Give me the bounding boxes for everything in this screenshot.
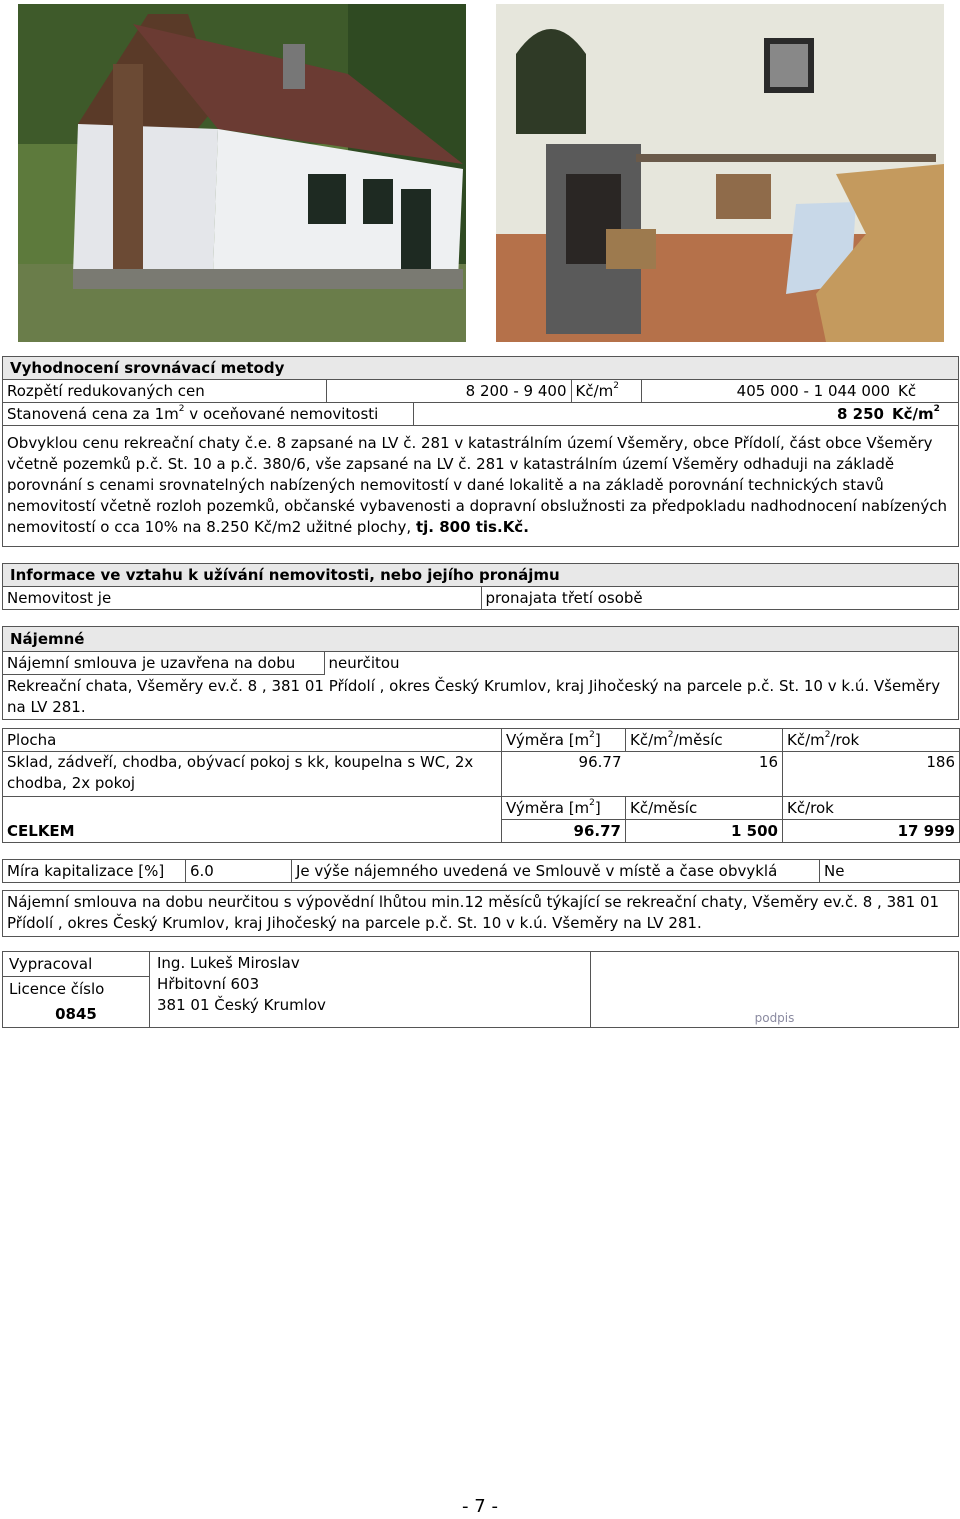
row-year: 186 xyxy=(783,752,960,797)
usage-section xyxy=(2,563,959,610)
valuation-section xyxy=(2,356,959,547)
total-month: 1 500 xyxy=(626,820,783,843)
price-table xyxy=(3,403,958,426)
valuation-paragraph: Obvyklou cenu rekreační chaty č.e. 8 zapsané na LV č. 281 v katastrálním území Všeměry, obce Přídolí, část obce Všeměry včetně pozemků p.č. St. 10 a p.č. 380/6, vše zapsané na LV č. 281 v katastrálním území Všeměry odhaduji na základě porovnání s cenami srovnatelných nabízených nemovitostí v dané lokalitě a na základě porovnání technických stavů nemovitostí včetně rozloh pozemků, občanské vybavenosti a dopravní obslužnosti za předpokladu nadhodnocení nabízených nemovitostí o cca 10% na 8.250 Kč/m2 užitné plochy, tj. 800 tis.Kč. xyxy=(7,434,948,536)
contract-table xyxy=(3,652,958,675)
signer-name: Ing. Lukeš Miroslav xyxy=(157,954,300,972)
sub-month: Kč/měsíc xyxy=(626,797,783,820)
sub-header-blank xyxy=(3,797,502,820)
signature-section xyxy=(2,951,959,1028)
usage-label: Nemovitost je xyxy=(3,587,481,609)
usage-value: pronajata třetí osobě xyxy=(485,589,643,607)
interior-photo xyxy=(496,4,944,342)
range-total: 405 000 - 1 044 000 xyxy=(641,380,894,403)
total-area: 96.77 xyxy=(502,820,626,843)
valuation-heading: Vyhodnocení srovnávací metody xyxy=(3,357,958,380)
contract-label: Nájemní smlouva je uzavřena na dobu xyxy=(3,652,324,675)
house-exterior-photo xyxy=(18,4,466,342)
col-month: $Kč/m^2$/měsíc xyxy=(626,729,783,752)
total-label: CELKEM xyxy=(3,820,502,843)
rent-address: Rekreační chata, Všeměry ev.č. 8 , 381 01 Přídolí , okres Český Krumlov, kraj Jihočeský na parcele p.č. St. 10 v k.ú. Všeměry na LV 281. xyxy=(7,677,941,716)
table-row xyxy=(3,752,960,797)
row-desc: Sklad, zádveří, chodba, obývací pokoj s kk, koupelna s WC, 2x chodba, 2x pokoj xyxy=(3,752,502,797)
cap-label: Míra kapitalizace [%] xyxy=(3,860,186,883)
signer-street: Hřbitovní 603 xyxy=(157,975,260,993)
signature-label: podpis xyxy=(754,1011,795,1025)
range-unit: $Kč/m^2$ xyxy=(571,380,641,403)
signature-box xyxy=(591,952,958,1027)
page-number: - 7 - xyxy=(462,1496,498,1517)
signer-city: 381 01 Český Krumlov xyxy=(157,996,326,1014)
rent-heading: Nájemné xyxy=(3,627,958,652)
cap-table xyxy=(2,859,960,883)
col-year: $Kč/m^2$/rok xyxy=(783,729,960,752)
cap-question: Je výše nájemného uvedená ve Smlouvě v místě a čase obvyklá xyxy=(292,860,820,883)
row-area: 96.77 xyxy=(502,752,626,797)
row-month: 16 xyxy=(626,752,783,797)
sub-year: Kč/rok xyxy=(783,797,960,820)
price-value: 8 250 xyxy=(413,403,888,426)
total-row xyxy=(3,820,960,843)
range-label: Rozpětí redukovaných cen xyxy=(3,380,326,403)
sub-header-row xyxy=(3,797,960,820)
contract-value: neurčitou xyxy=(328,654,400,673)
area-header-row xyxy=(3,729,960,752)
rent-section xyxy=(2,626,959,720)
area-table xyxy=(2,728,960,843)
licence-number: 0845 xyxy=(55,1005,97,1023)
sub-vymera: Výměra $[m^2]$ xyxy=(502,797,626,820)
cap-value: 6.0 xyxy=(186,860,292,883)
col-plocha: Plocha xyxy=(3,729,502,752)
range-per-m2: 8 200 - 9 400 xyxy=(326,380,571,403)
valuation-table xyxy=(3,380,958,403)
signature-address xyxy=(150,952,591,1027)
rent-note: Nájemní smlouva na dobu neurčitou s výpovědní lhůtou min.12 měsíců týkající se rekreační chaty, Všeměry ev.č. 8 , 381 01 Přídolí , okres Český Krumlov, kraj Jihočeský na parcele p.č. St. 10 v k.ú. Všeměry na LV 281. xyxy=(2,890,959,937)
price-unit: $Kč/m^2$ xyxy=(888,403,958,426)
col-vymera: Výměra $[m^2]$ xyxy=(502,729,626,752)
licence-label: Licence číslo xyxy=(9,980,105,998)
signature-labels xyxy=(3,952,150,1027)
cap-answer: Ne xyxy=(820,860,960,883)
range-total-unit: Kč xyxy=(894,380,958,403)
usage-table xyxy=(3,587,958,609)
usage-heading: Informace ve vztahu k užívání nemovitosti, nebo jejího pronájmu xyxy=(3,564,958,587)
price-label: Stanovená cena za $1m^2$ v oceňované nemovitosti xyxy=(3,403,413,426)
prepared-label: Vypracoval xyxy=(3,952,149,977)
total-year: 17 999 xyxy=(783,820,960,843)
